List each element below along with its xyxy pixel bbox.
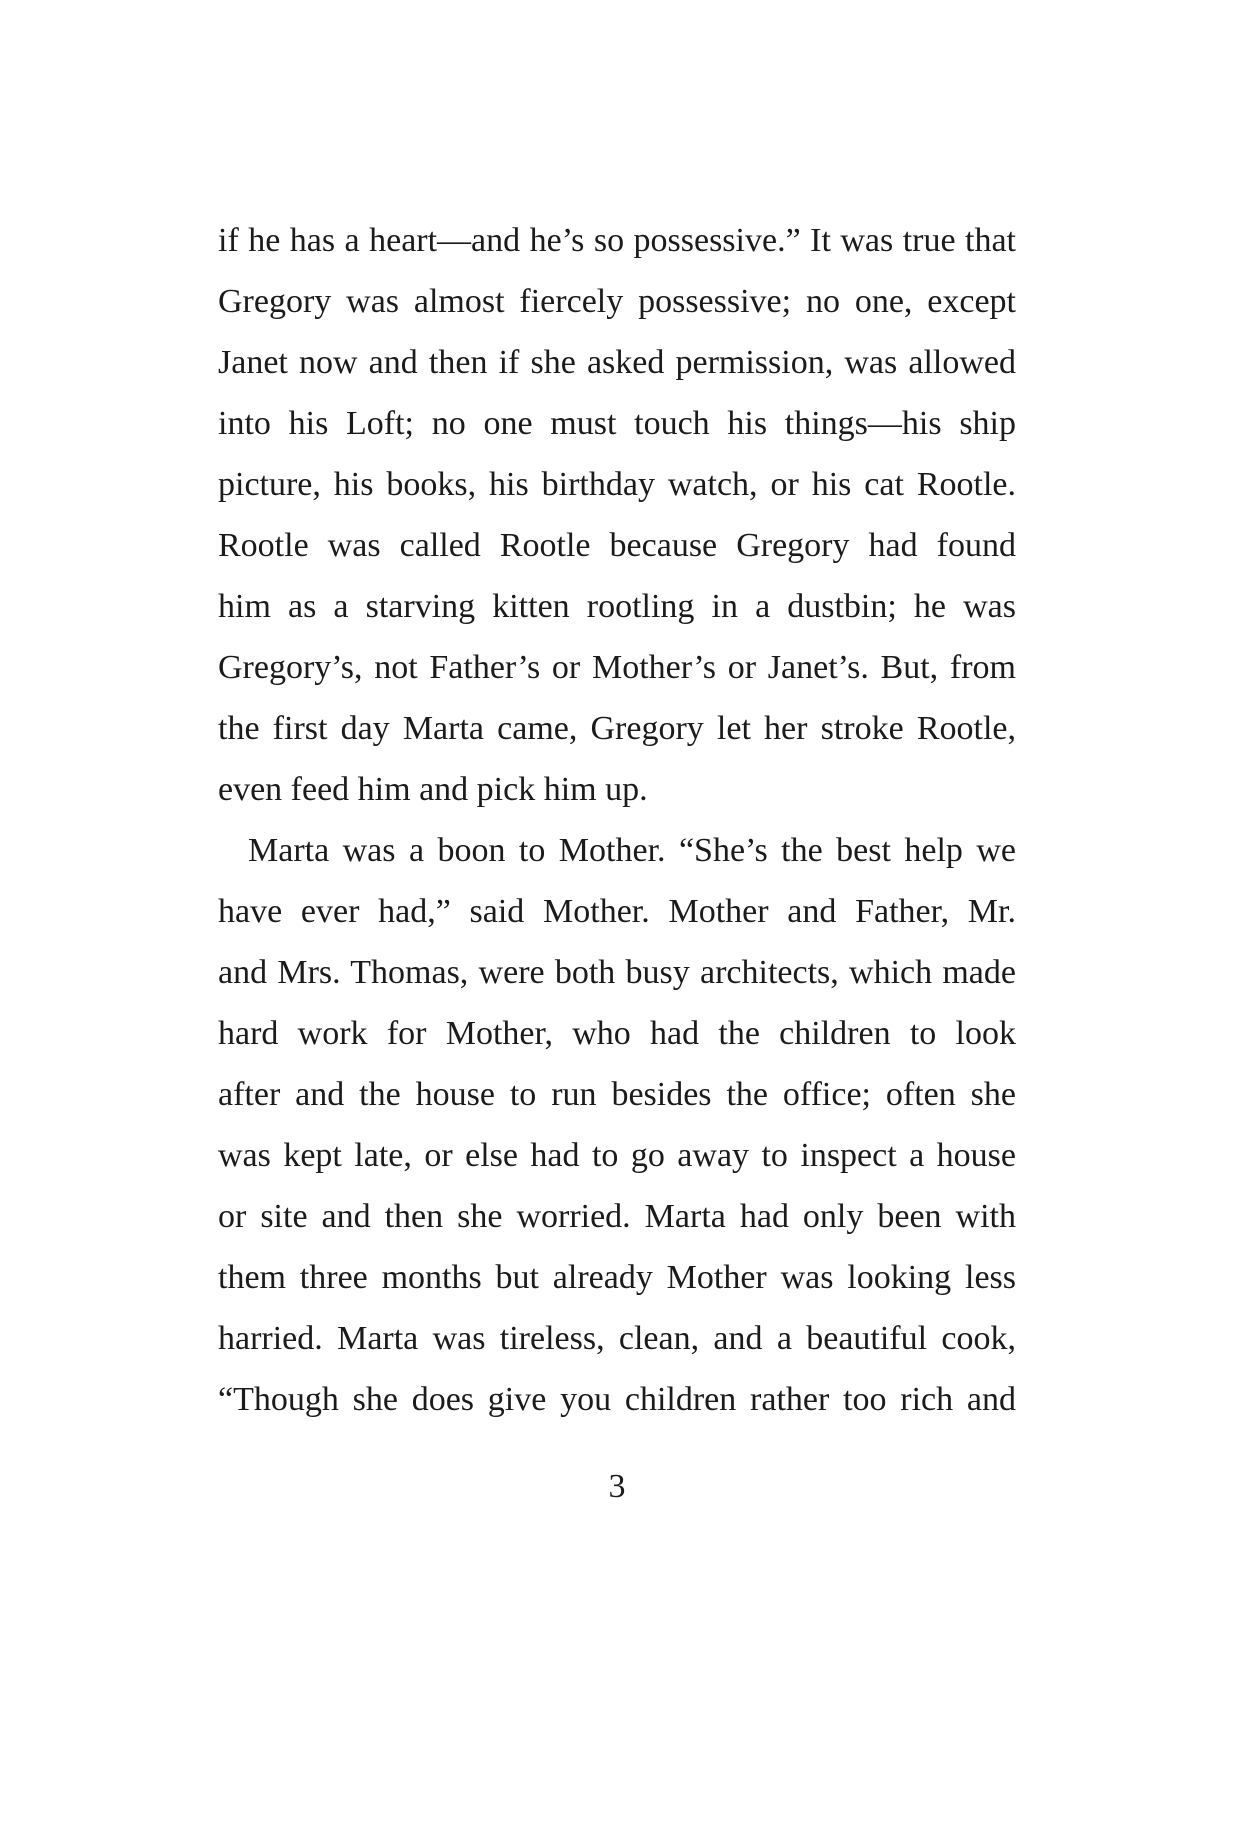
page-text [218,210,1016,1430]
text-line: and Mrs. Thomas, were both busy architects, which made [218,954,1016,991]
text-line: Janet now and then if she asked permission, was allowed [218,344,1016,381]
text-line: have ever had,” said Mother. Mother and Father, Mr. [218,893,1016,930]
text-line: into his Loft; no one must touch his things—his ship [218,405,1016,442]
text-line: hard work for Mother, who had the children to look [218,1015,1016,1052]
text-line: was kept late, or else had to go away to inspect a house [218,1137,1016,1174]
text-line: “Though she does give you children rather too rich and [218,1381,1016,1418]
text-line: after and the house to run besides the office; often she [218,1076,1016,1113]
text-line: Marta was a boon to Mother. “She’s the best help we [248,832,1016,869]
text-line: the first day Marta came, Gregory let her stroke Rootle, [218,710,1016,747]
text-line: harried. Marta was tireless, clean, and a beautiful cook, [218,1320,1016,1357]
text-line: them three months but already Mother was looking less [218,1259,1016,1296]
text-line: or site and then she worried. Marta had only been with [218,1198,1016,1235]
text-line: even feed him and pick him up. [218,771,648,808]
text-line: Gregory’s, not Father’s or Mother’s or Janet’s. But, from [218,649,1016,686]
text-line: picture, his books, his birthday watch, or his cat Rootle. [218,466,1016,503]
text-line: him as a starving kitten rootling in a dustbin; he was [218,588,1016,625]
page-number: 3 [608,1468,626,1505]
text-line: Rootle was called Rootle because Gregory had found [218,527,1016,564]
text-line: if he has a heart—and he’s so possessive.” It was true that [218,222,1016,259]
text-line: Gregory was almost fiercely possessive; no one, except [218,283,1016,320]
